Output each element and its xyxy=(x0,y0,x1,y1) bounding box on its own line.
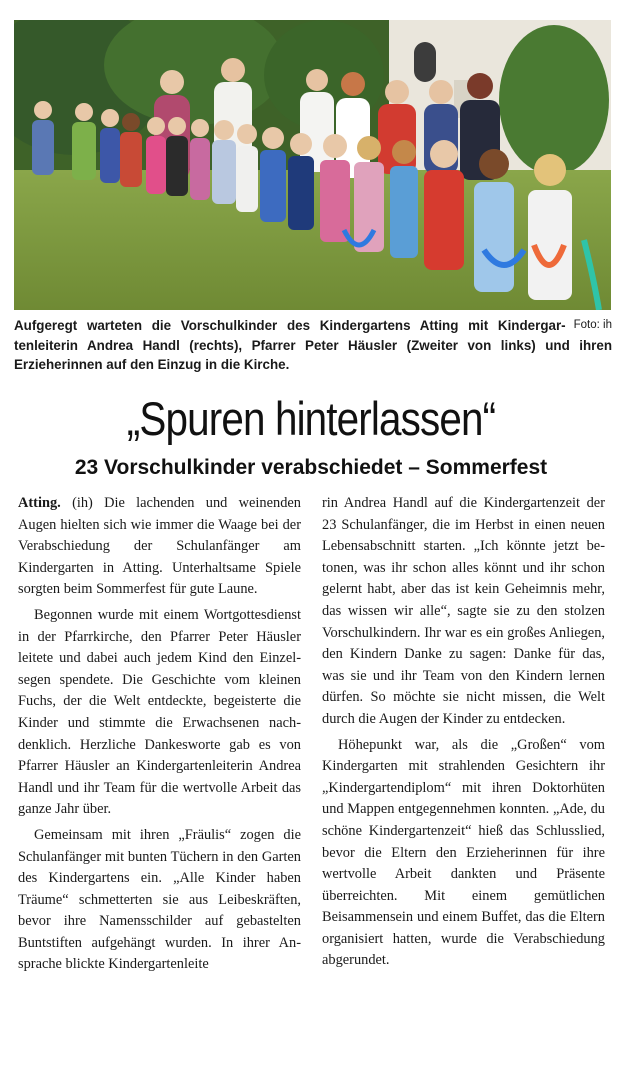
article-headline: „Spuren hinterlassen“ xyxy=(126,392,496,445)
article-paragraph: rin Andrea Handl auf die Kindergartenzeit der 23 Schulanfänger, die im Herbst in einen neuen Lebensabschnitt starten. „Ich könnte jetzt betonen, was ihr schon alles könnt und ihr schon gelernt habt, aber das ist kein Geheimnis mehr, das wissen wir alle“, sagte sie zu den stolzen Vorschulkindern. Ihr war es ein großes Anliegen, den Kindern Danke zu sagen: Danke für das, was sie und ihr Team von den Kindern lernen dürfen. So möchte sie nicht missen, die Welt durch die Augen der Kinder zu entdecken. xyxy=(322,495,605,727)
article-paragraph: Begonnen wurde mit einem Wortgottesdienst in der Pfarrkirche, den Pfarrer Peter Häusler leitete und dabei auch jedem Kind den Einzelsegen spendete. Die Geschichte vom kleinen Fuchs, der die Welt entdeckte, begeisterte die Kinder und stimmte die Erwachsenen nachdenklich. Herzliche Dankesworte gab es von Pfarrer Häusler an Kindergartenleiterin Andrea Handl und ihr Team für die wertvolle Arbeit das ganze Jahr über. xyxy=(18,606,301,818)
article-photo xyxy=(14,20,611,310)
photo-credit: Foto: ih xyxy=(573,319,612,331)
dateline: Atting. xyxy=(18,495,61,511)
article-paragraph: Gemeinsam mit ihren „Fräulis“ zogen die Schulanfänger mit bunten Tüchern in den Garten des Kindergartens ein. „Alle Kinder haben Träume“ schmetterten sie aus Leibeskräften, bevor ihre Namensschilder auf gebastelten Buntstiften aufgehängt wurden. In ihrer Ansprache blickte Kindergartenleite xyxy=(18,826,301,973)
caption-text: Aufgeregt warteten die Vorschulkinder des Kindergartens Atting mit Kindergartenleiterin Andrea Handl (rechts), Pfarrer Peter Häusler (Zweiter von links) und ihren Erzieherinnen auf den Einzug in die Kirche. xyxy=(14,318,612,372)
photo-caption xyxy=(14,316,612,375)
article-column-left xyxy=(18,493,301,976)
group-photo-icon xyxy=(14,20,611,310)
article-subheadline: 23 Vorschulkinder verabschiedet – Sommerfest xyxy=(74,456,548,479)
article-paragraph: Atting. (ih) Die lachenden und weinenden Augen hielten sich wie immer die Waage bei der Verabschiedung der Schulanfänger am Kindergarten in Atting. Unterhaltsame Spiele sorgten beim Sommerfest für gute Laune. xyxy=(18,495,301,598)
article-column-right xyxy=(322,493,605,972)
article-paragraph: Höhepunkt war, als die „Großen“ vom Kindergarten mit strahlenden Gesichtern ihr „Kindergartendiplom“ mit ihren Doktorhüten und Mappen entgegennehmen konnten. „Ade, du schöne Kindergartenzeit“ hieß das Schlusslied, bevor die Eltern den Erzieherinnen für ihre wertvolle Arbeit dankten und Präsente überreichten. Mit einem gemütlichen Beisammensein und einem Buffet, das die Eltern organisiert hatten, wurde die Verabschiedung abgerundet. xyxy=(322,736,605,969)
